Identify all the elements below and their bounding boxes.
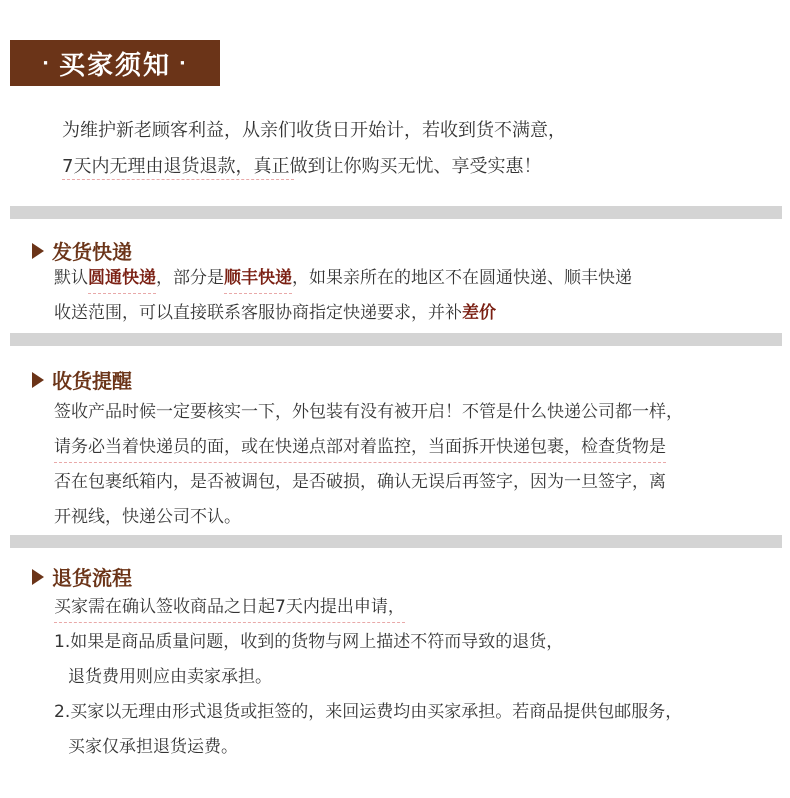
- receipt-line-2: 请务必当着快递员的面，或在快递点部对着监控，当面拆开快递包裹，检查货物是: [54, 430, 666, 465]
- returns-line-4: 2.买家以无理由形式退货或拒签的，来回运费均由买家承担。若商品提供包邮服务，: [54, 702, 683, 722]
- banner-dot-right: ·: [179, 52, 188, 74]
- divider-bar-1: [10, 206, 782, 219]
- returns-text: [54, 590, 682, 765]
- receipt-line-4: 开视线，快递公司不认。: [54, 507, 241, 527]
- shipping-line-2: 收送范围，可以直接联系客服协商指定快递要求，并补差价: [54, 303, 496, 323]
- returns-section-title: 退货流程: [32, 562, 132, 591]
- banner-title: 买家须知: [58, 50, 171, 81]
- shipping-section-title: 发货快递: [32, 236, 132, 265]
- divider-bar-2: [10, 333, 782, 346]
- shipping-text: [54, 261, 632, 331]
- triangle-icon: [32, 569, 44, 585]
- returns-line-5: 买家仅承担退货运费。: [68, 737, 238, 757]
- intro-line-1: 为维护新老顾客利益，从亲们收货日开始计，若收到货不满意，: [62, 120, 566, 141]
- banner-dot-left: ·: [42, 52, 51, 74]
- intro-line-2: 7天内无理由退货退款，真正做到让你购买无忧、享受实惠！: [62, 156, 542, 177]
- returns-line-2: 1.如果是商品质量问题，收到的货物与网上描述不符而导致的退货，: [54, 632, 564, 652]
- returns-line-1: 买家需在确认签收商品之日起7天内提出申请，: [54, 590, 405, 625]
- receipt-line-3: 否在包裹纸箱内，是否被调包，是否破损，确认无误后再签字，因为一旦签字，离: [54, 472, 666, 492]
- receipt-line-1: 签收产品时候一定要核实一下，外包装有没有被开启！不管是什么快递公司都一样，: [54, 402, 683, 422]
- triangle-icon: [32, 372, 44, 388]
- notice-banner: [10, 40, 220, 86]
- intro-underline: [62, 179, 294, 180]
- intro-text: [62, 113, 566, 185]
- returns-line-3: 退货费用则应由卖家承担。: [68, 667, 272, 687]
- receipt-section-title: 收货提醒: [32, 365, 132, 394]
- divider-bar-3: [10, 535, 782, 548]
- triangle-icon: [32, 243, 44, 259]
- receipt-text: [54, 395, 683, 535]
- shipping-line-1: 默认圆通快递，部分是顺丰快递，如果亲所在的地区不在圆通快递、顺丰快递: [54, 261, 632, 296]
